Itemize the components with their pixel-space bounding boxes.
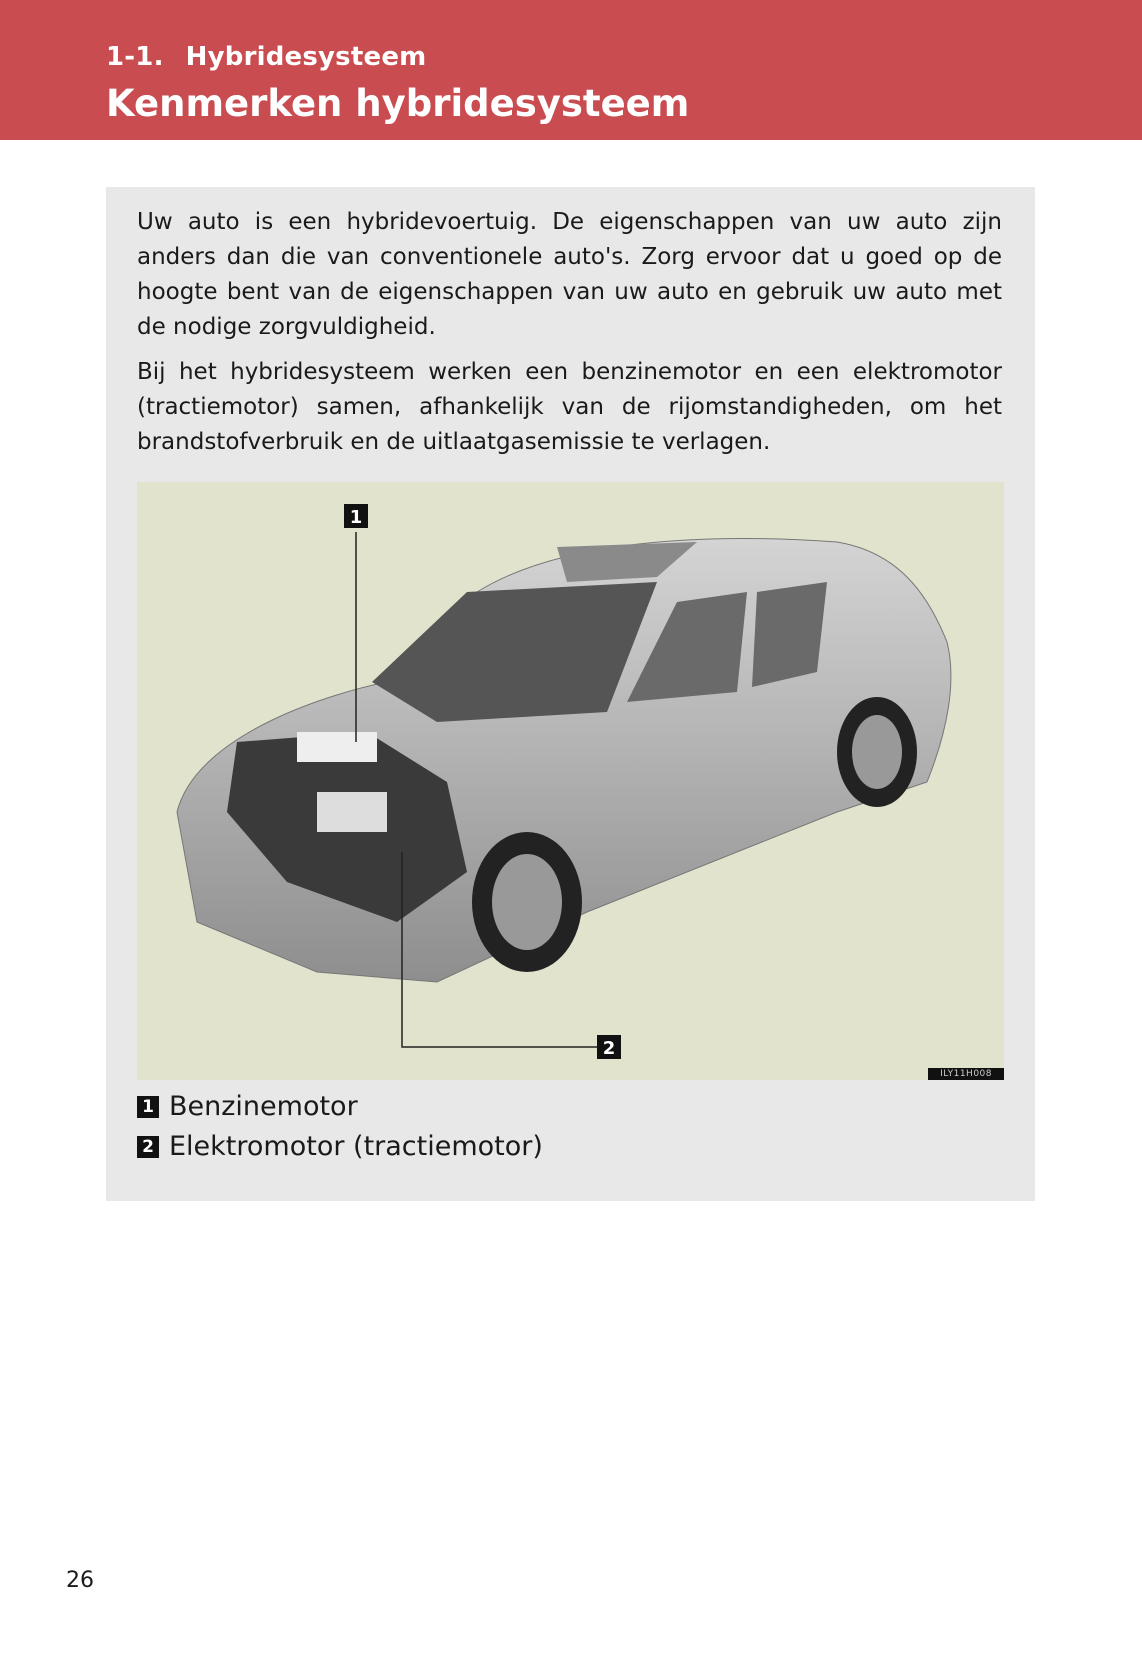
legend-label: Benzinemotor (169, 1091, 358, 1122)
callout-1: 1 (349, 507, 363, 528)
callout-2: 2 (602, 1038, 616, 1059)
intro-paragraph-2: Bij het hybridesysteem werken een benzinemotor en een elektromotor (tractiemotor) samen, afhankelijk van de rijomstandigheden, om het brandstofverbruik en de uitlaatgasemissie te verlagen. (137, 359, 1002, 455)
intro-text (137, 205, 1002, 470)
legend-item (137, 1127, 543, 1167)
section-heading (106, 42, 426, 72)
hybrid-car-illustration (137, 482, 1004, 1080)
intro-paragraph-1: Uw auto is een hybridevoertuig. De eigenschappen van uw auto zijn anders dan die van conventionele auto's. Zorg ervoor dat u goed op de hoogte bent van de eigenschappen van uw auto en gebruik uw auto met de nodige zorgvuldigheid. (137, 209, 1002, 340)
legend (137, 1087, 543, 1167)
page-number: 26 (66, 1568, 94, 1593)
section-title: Hybridesysteem (185, 42, 427, 72)
legend-number: 1 (137, 1096, 159, 1118)
chapter-header (0, 0, 1142, 140)
page-title: Kenmerken hybridesysteem (106, 82, 690, 125)
legend-label: Elektromotor (tractiemotor) (169, 1131, 543, 1162)
section-number: 1-1. (106, 42, 164, 72)
legend-number: 2 (137, 1136, 159, 1158)
illustration-code: ILY11H008 (928, 1068, 1004, 1080)
car-drawing (137, 482, 1004, 1080)
legend-item (137, 1087, 543, 1127)
content-box (106, 187, 1035, 1201)
